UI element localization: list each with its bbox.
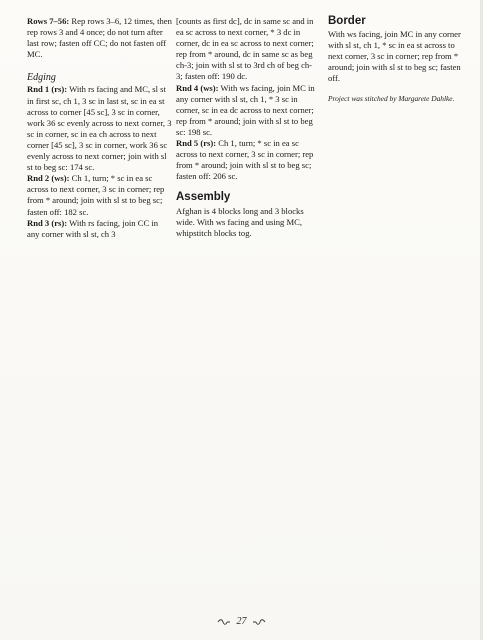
page-number: 27 (236, 616, 247, 627)
rnd-3-continued-paragraph: [counts as first dc], dc in same sc and in ea sc across to next corner, * 3 dc in corner, dc in ea sc across to next corner; rep from * around, dc in same sc as beg ch-3; join with sl st to 3rd ch of beg ch-3; fasten off: 190 dc. (176, 16, 314, 82)
rnd-1-paragraph (27, 84, 172, 173)
rnd-3-lead: Rnd 3 (rs): (27, 217, 68, 228)
rnd-2-lead: Rnd 2 (ws): (27, 173, 70, 184)
page-footer (0, 616, 483, 627)
rnd-4-lead: Rnd 4 (ws): (176, 82, 219, 93)
assembly-heading: Assembly (176, 191, 231, 204)
assembly-paragraph: Afghan is 4 blocks long and 3 blocks wide. With ws facing and using MC, whipstitch blocks tog. (176, 205, 304, 238)
rnd-3-paragraph (27, 218, 172, 240)
rnd-1-lead: Rnd 1 (rs): (27, 84, 68, 95)
rows-7-56-lead: Rows 7–56: (27, 16, 70, 26)
rows-7-56-paragraph (27, 16, 172, 60)
rows-7-56-text: Rep rows 3–6, 12 times, then rep rows 3 and 4 once; do not turn after last row; fasten off CC; do not fasten off MC. (27, 16, 172, 60)
scroll-ornament-icon (252, 619, 266, 625)
credit-note: Project was stitched by Margarete Dahlke. (328, 93, 455, 103)
column-3 (328, 16, 468, 103)
rnd-5-text: Ch 1, turn; * sc in ea sc across to next corner, 3 sc in corner; rep from * around; join with sl st to beg sc; fasten off: 206 sc. (176, 138, 314, 182)
border-heading: Border (328, 15, 366, 27)
rnd-5-paragraph (176, 138, 318, 182)
rnd-4-paragraph (176, 83, 318, 138)
rnd-1-text: With rs facing and MC, sl st in first sc, ch 1, 3 sc in last st, sc in ea st across to corner [45 sc], 3 sc in corner, work 36 sc evenly across to next corner, 3 sc in corner, sc in ea ch across to next corner [45 sc], 3 sc in corner, work 36 sc evenly across to next corner; join with sl st to beg sc: 174 sc. (27, 84, 172, 173)
border-paragraph: With ws facing, join MC in any corner with sl st, ch 1, * sc in ea st across to next corner, 3 sc in corner; rep from * around; join with sl st to beg sc; fasten off. (328, 29, 461, 84)
rnd-3-text: With rs facing, join CC in any corner with sl st, ch 3 (27, 217, 159, 239)
rnd-4-text: With ws facing, join MC in any corner with sl st, ch 1, * 3 sc in corner, sc in ea dc across to next corner; rep from * around; join with sl st to beg sc: 198 sc. (176, 82, 315, 137)
column-1 (27, 16, 172, 240)
scroll-ornament-icon (217, 619, 231, 625)
rnd-2-paragraph (27, 173, 172, 217)
edging-heading: Edging (27, 72, 56, 84)
rnd-5-lead: Rnd 5 (rs): (176, 138, 217, 149)
column-2 (176, 16, 318, 239)
rnd-2-text: Ch 1, turn; * sc in ea sc across to next corner, 3 sc in corner; rep from * around; join with sl st to beg sc; fasten off: 182 sc. (27, 173, 165, 217)
